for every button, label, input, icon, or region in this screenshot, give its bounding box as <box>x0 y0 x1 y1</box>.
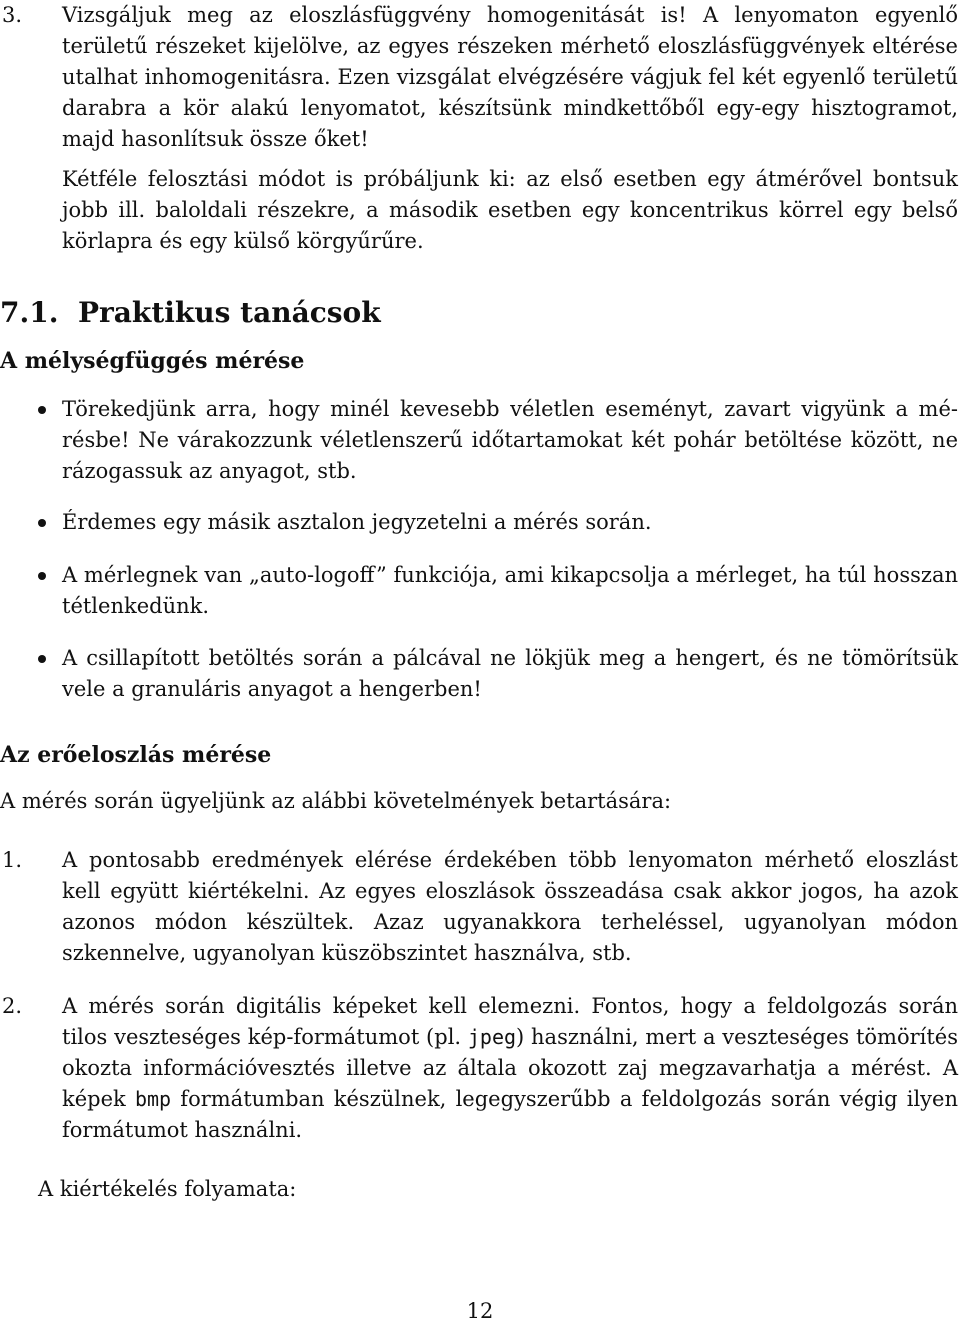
depth-bullet-1: Törekedjünk arra, hogy minél kevesebb véletlen eseményt, zavart vigyünk a mérésbe! Ne várakozzunk véletlenszerű időtartamokat két pohár betöltése között, ne rázogassuk az anyagot, stb. <box>62 397 958 483</box>
code-bmp: bmp <box>134 1087 172 1111</box>
force-item-2-part-a: A mérés során digitális képeket kell elemezni. Fontos, hogy a feldolgozás során tilos veszteséges kép-formátumot (pl. <box>62 994 958 1049</box>
force-item-text-2 <box>62 991 958 1146</box>
bullet-dot <box>38 406 46 414</box>
bullet-dot <box>38 519 46 527</box>
depth-heading: A mélységfüggés mérése <box>0 348 305 374</box>
section-number: 7.1. <box>0 296 59 329</box>
intro-item-followup: Kétféle felosztási módot is próbáljunk ki: az első esetben egy átmérővel bontsuk jobb ill. baloldali részekre, a második esetben egy koncentrikus körrel egy belső körlapra és egy külső körgyűrűre. <box>62 167 958 253</box>
bullet-dot <box>38 655 46 663</box>
force-item-2-part-b: ) használni, mert a veszteséges tömörítés okozta információvesztés illetve az általa okozott zaj megzavarhatja a mérést. A képek <box>62 1025 958 1111</box>
force-item-text-1: A pontosabb eredmények elérése érdekében több lenyomaton mérhető eloszlást kell együtt kiértékelni. Az egyes eloszlások összeadása csak akkor jogos, ha azok azonos módon készültek. Azaz ugyanakkora terheléssel, ugyanolyan módon szkennelve, ugyanolyan küszöbszintet használva, stb. <box>62 848 958 965</box>
section-title: Praktikus tanácsok <box>77 296 381 329</box>
depth-bullet-3: A mérlegnek van „auto-logoff” funkciója, ami kikapcsolja a mérleget, ha túl hosszan tétlenkedünk. <box>62 563 958 618</box>
force-item-2-part-c: formátumban készülnek, legegyszerűbb a feldolgozás során végig ilyen formátumot használni. <box>62 1087 958 1142</box>
force-heading: Az erőeloszlás mérése <box>0 742 272 768</box>
code-jpeg: jpeg <box>467 1025 517 1049</box>
depth-bullet-4: A csillapított betöltés során a pálcával ne lökjük meg a hengert, és ne tömörítsük vele a granuláris anyagot a hengerben! <box>62 646 958 701</box>
page-number: 12 <box>466 1299 494 1323</box>
force-item-number-2: 2. <box>2 994 23 1018</box>
section-heading <box>0 295 381 331</box>
force-intro: A mérés során ügyeljünk az alábbi követelmények betartására: <box>0 789 672 813</box>
process-label: A kiértékelés folyamata: <box>38 1177 297 1201</box>
intro-item-text: Vizsgáljuk meg az eloszlásfüggvény homogenitását is! A lenyomaton egyenlő területű részeket kijelölve, az egyes részeken mérhető eloszlásfüggvények eltérése utalhat inhomogenitásra. Ezen vizsgálat elvégzésére vágjuk fel két egyenlő területű darabra a kör alakú lenyomatot, készítsünk mindkettőből egy-egy hisztogramot, majd hasonlítsuk össze őket! <box>62 3 958 151</box>
depth-bullet-2: Érdemes egy másik asztalon jegyzetelni a mérés során. <box>62 510 652 534</box>
intro-item-number: 3. <box>2 3 23 27</box>
bullet-dot <box>38 572 46 580</box>
force-item-number-1: 1. <box>2 848 23 872</box>
